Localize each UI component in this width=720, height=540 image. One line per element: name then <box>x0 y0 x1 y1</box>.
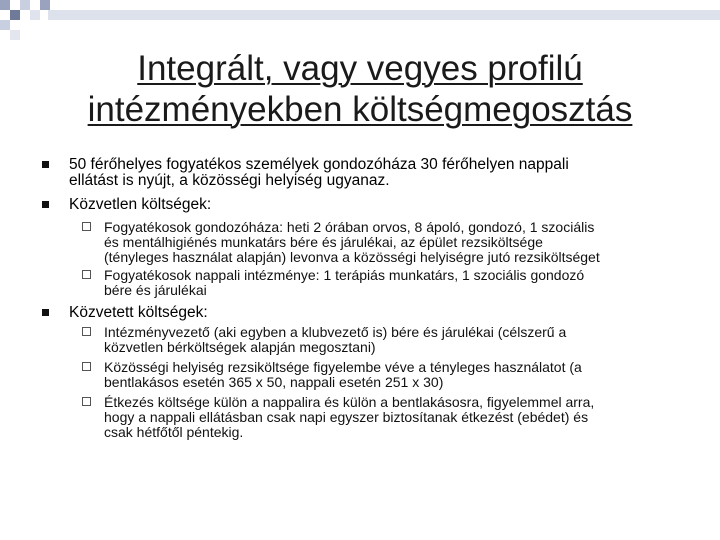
sub-list-item <box>104 360 674 390</box>
list-item-text: Közvetett költségek: <box>69 304 208 321</box>
sub-list-item-text: Fogyatékosok gondozóháza: heti 2 órában orvos, 8 ápoló, gondozó, 1 szociális és mentálhigiénés munkatárs bére és járulékai, az épület rezsiköltsége (tényleges használat alapján) levonva a közösségi helyiségre jutó rezsiköltséget <box>104 219 600 265</box>
square-bullet-icon <box>42 201 49 208</box>
list-item-text: 50 férőhelyes fogyatékos személyek gondozóháza 30 férőhelyen nappali ellátást is nyújt, a közösségi helyiség ugyanaz. <box>69 156 569 189</box>
sub-list-item <box>104 395 674 440</box>
header-decoration <box>0 0 720 40</box>
sub-list-item-text: Intézményvezető (aki egyben a klubvezető is) bére és járulékai (célszerű a közvetlen bérköltségek alapján megosztani) <box>104 324 567 355</box>
list-item <box>69 305 689 321</box>
hollow-square-bullet-icon <box>82 222 91 231</box>
slide-title: Integrált, vagy vegyes profilú intézményekben költségmegosztás <box>87 49 633 129</box>
sub-list-item <box>104 220 674 265</box>
hollow-square-bullet-icon <box>82 397 91 406</box>
list-item <box>69 197 689 213</box>
hollow-square-bullet-icon <box>82 327 91 336</box>
list-item-text: Közvetlen költségek: <box>69 196 212 213</box>
sub-list-item <box>104 268 674 298</box>
hollow-square-bullet-icon <box>82 362 91 371</box>
sub-list-item <box>104 325 674 355</box>
sub-list-item-text: Fogyatékosok nappali intézménye: 1 terápiás munkatárs, 1 szociális gondozó bére és járulékai <box>104 267 585 298</box>
sub-list-item-text: Közösségi helyiség rezsiköltsége figyelembe véve a tényleges használatot (a bentlakásos esetén 365 x 50, nappali esetén 251 x 30) <box>104 359 582 390</box>
sub-list-item-text: Étkezés költsége külön a nappalira és külön a bentlakásosra, figyelemmel arra, hogy a nappali ellátásban csak napi egyszer biztosítanak étkezést (ebédet) és csak hétfőtől péntekig. <box>104 394 595 440</box>
square-bullet-icon <box>42 309 49 316</box>
hollow-square-bullet-icon <box>82 270 91 279</box>
list-item <box>69 157 689 189</box>
square-bullet-icon <box>42 161 49 168</box>
